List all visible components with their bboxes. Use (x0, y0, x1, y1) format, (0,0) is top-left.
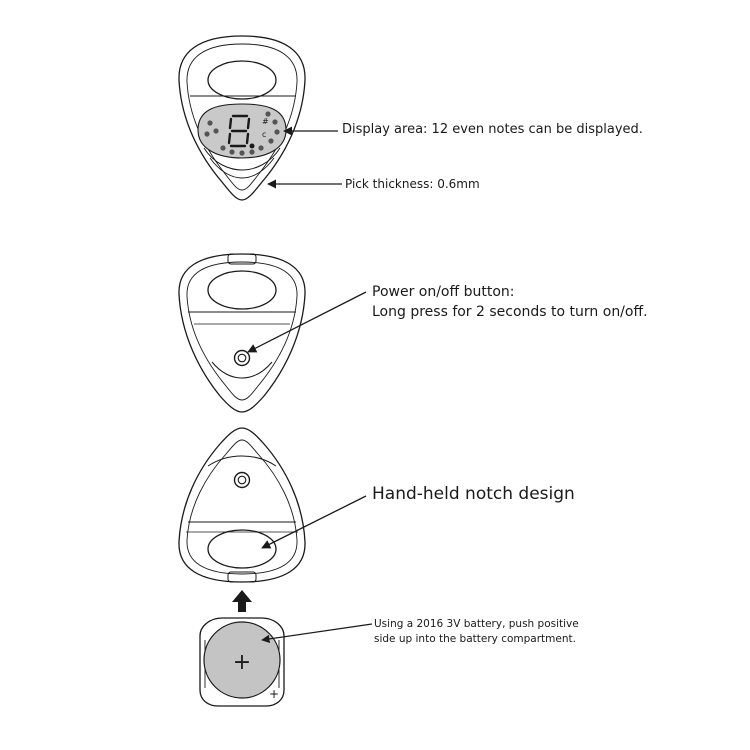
battery-instruction-line2: side up into the battery compartment. (374, 633, 576, 645)
power-button-label-line2: Long press for 2 seconds to turn on/off. (372, 304, 648, 320)
pick-back-window (208, 271, 276, 309)
battery-leader-line (262, 624, 372, 640)
pick-notch-view (179, 428, 305, 582)
battery-instruction-label (374, 617, 579, 647)
power-leader-line (248, 292, 366, 352)
display-area-label: Display area: 12 even notes can be displayed. (342, 122, 643, 137)
battery-instruction-line1: Using a 2016 3V battery, push positive (374, 618, 579, 630)
notch-power-button-icon (235, 473, 250, 488)
power-button-label (372, 282, 648, 322)
display-note-indicator: c (262, 130, 267, 139)
pick-notch-inner-outline (187, 440, 297, 574)
notch-design-label: Hand-held notch design (372, 484, 575, 504)
pick-front-view (179, 36, 305, 200)
display-sharp-indicator: # (262, 117, 269, 126)
pick-notch-outline (179, 428, 305, 582)
pick-front-window (208, 61, 276, 99)
insert-direction-arrow-icon (232, 590, 252, 612)
battery-compartment (200, 618, 284, 706)
pick-back-inner-outline (187, 262, 297, 400)
battery-positive-icon: + (232, 650, 252, 675)
power-button-label-line1: Power on/off button: (372, 284, 515, 300)
notch-grip-area (208, 530, 276, 568)
pick-thickness-label: Pick thickness: 0.6mm (345, 177, 480, 191)
power-button-icon[interactable] (235, 351, 250, 366)
compartment-positive-icon: + (268, 687, 280, 701)
